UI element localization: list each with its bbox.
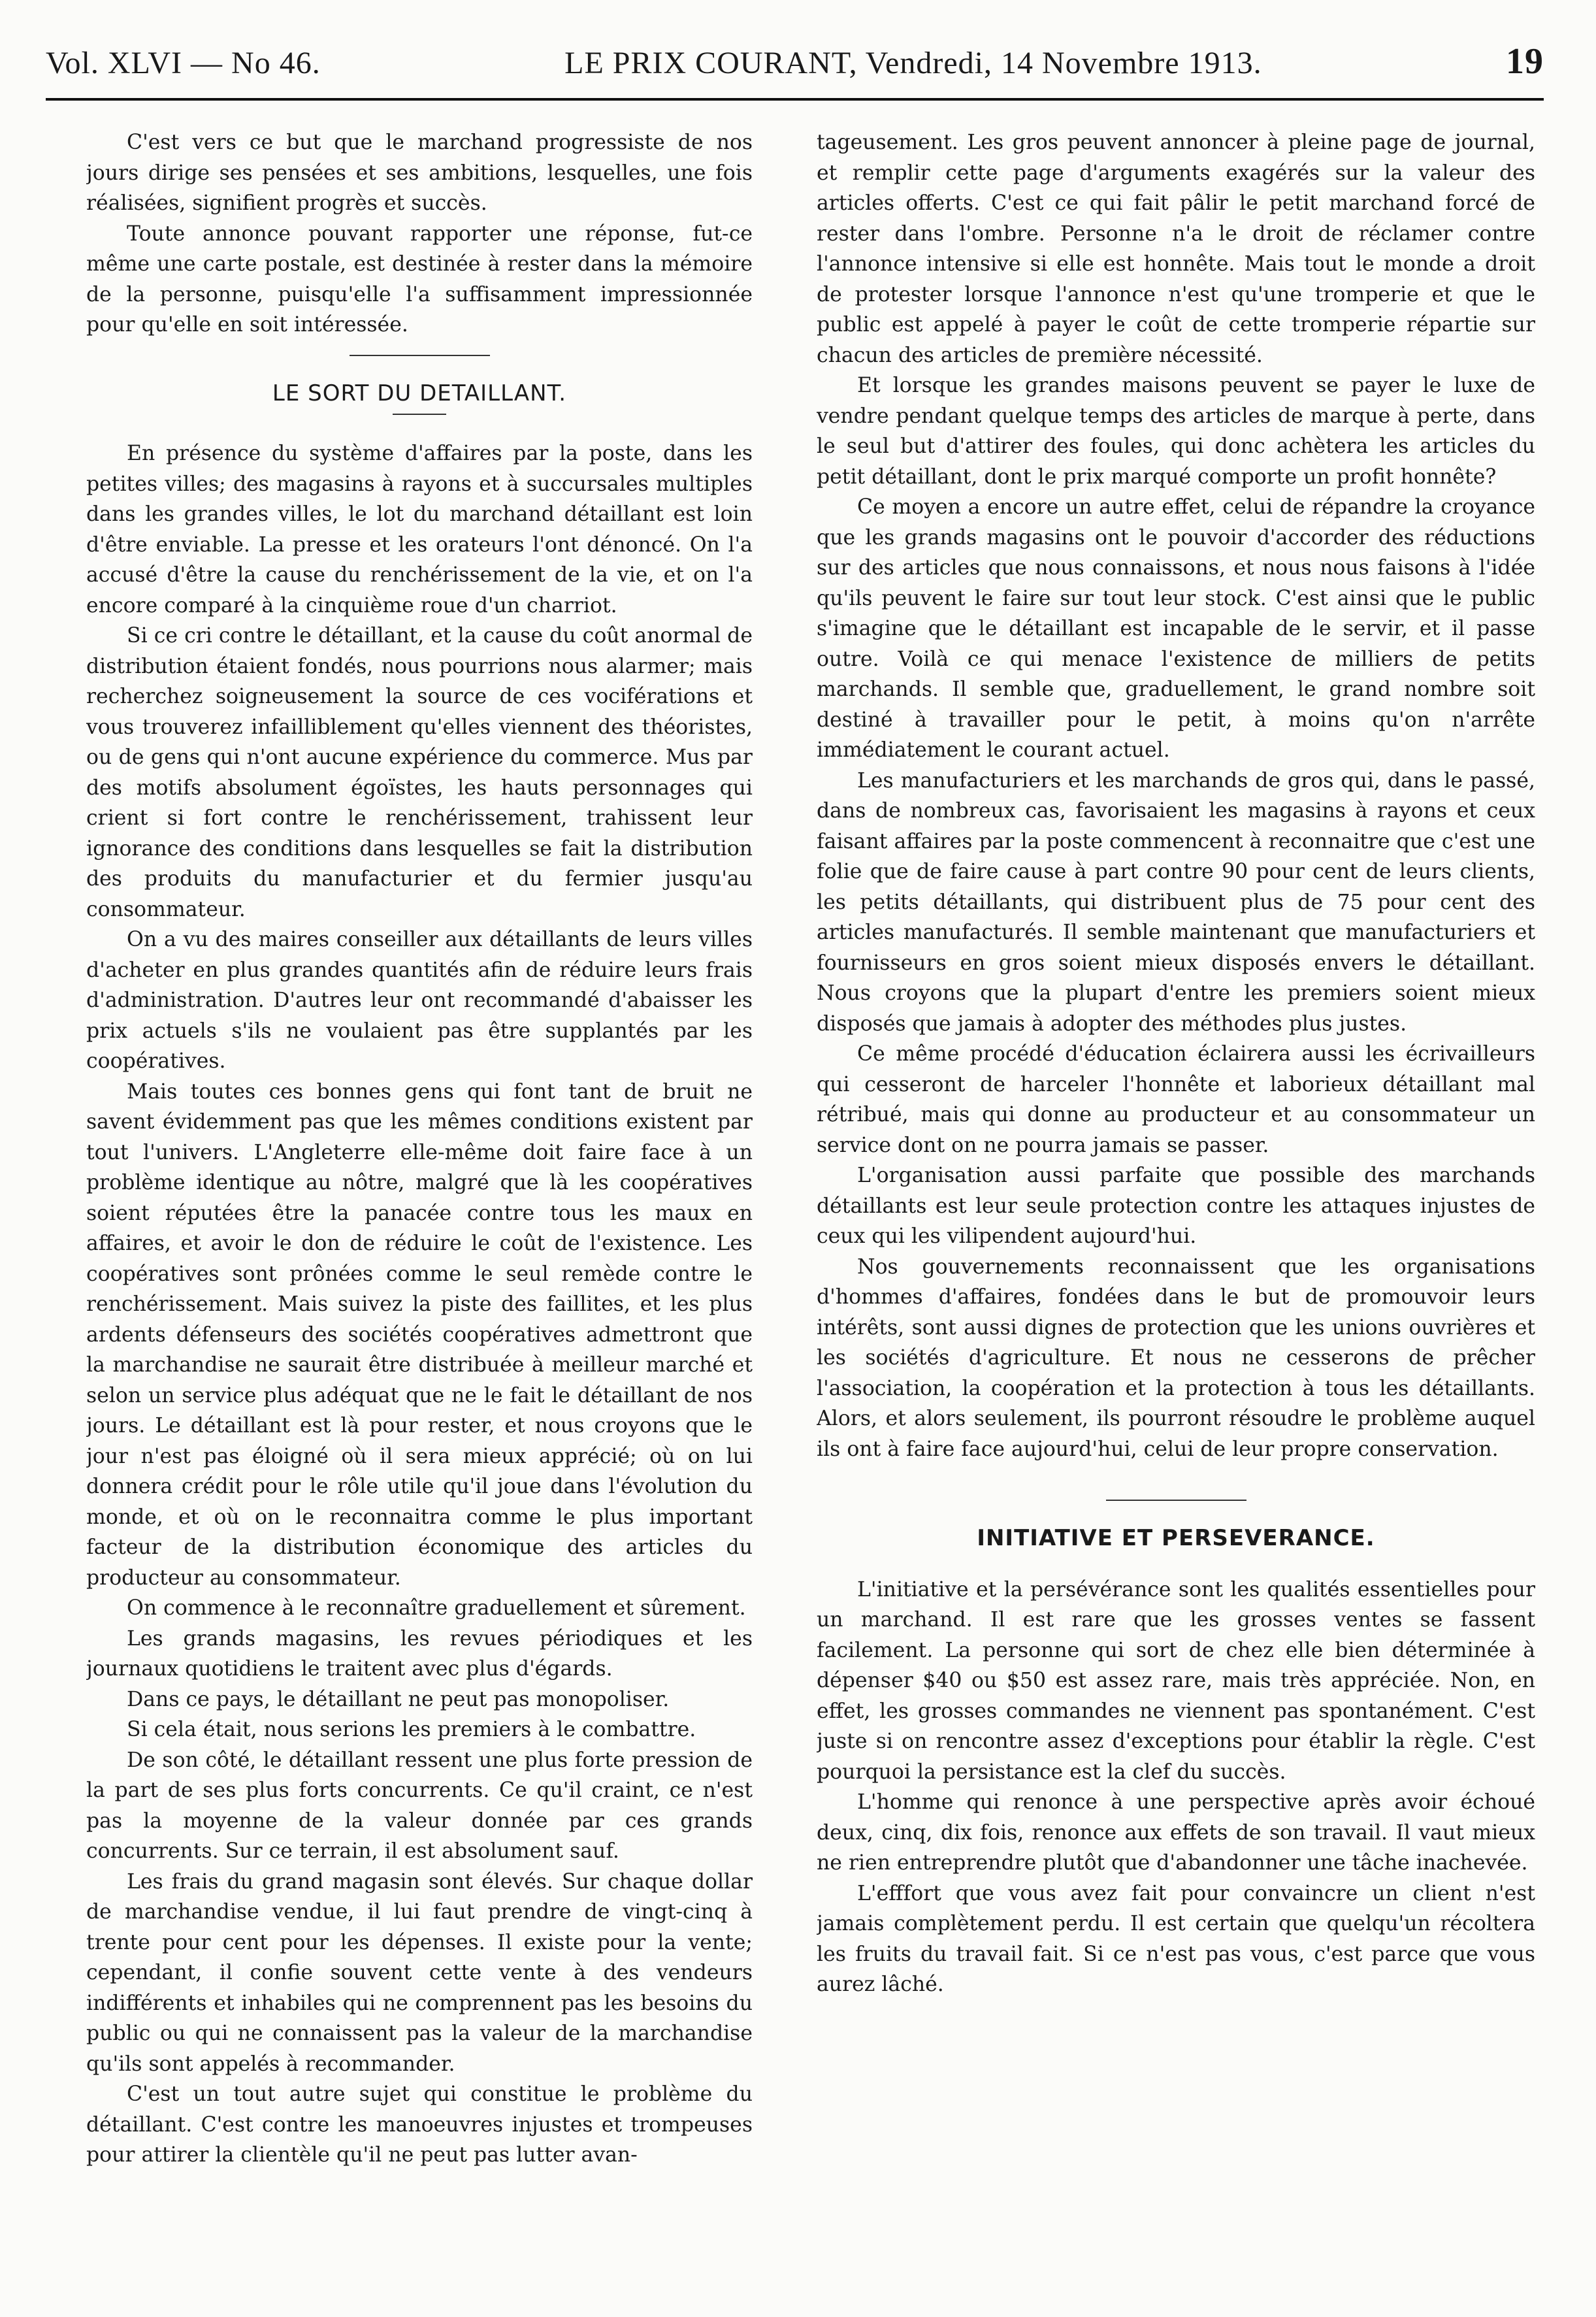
paragraph: L'initiative et la persévérance sont les qualités essentielles pour un marchand. Il est rare que les grosses ventes se fassent facilement. La personne qui sort de chez elle bien déterminée à dépenser $40 ou $50 est assez rare, mais très appréciée. Non, en effet, les grosses commandes ne viennent pas spontanément. C'est juste si on rencontre assez d'exceptions pour établir la règle. C'est pourquoi la persistance est la clef du succès. — [817, 1577, 1535, 1784]
paragraph: Toute annonce pouvant rapporter une réponse, fut-ce même une carte postale, est destinée à rester dans la mémoire de la personne, puisqu'elle l'a suffisamment impressionnée pour qu'elle en soit intéressée. — [86, 222, 753, 337]
paragraph: En présence du système d'affaires par la poste, dans les petites villes; des magasins à rayons et à succursales multiples dans les grandes villes, le lot du marchand détaillant est loin d'être enviable. La presse et les orateurs l'ont dénoncé. On l'a accusé d'être la cause du renchérissement de la vie, et on l'a encore comparé à la cinquième roue d'un charriot. — [86, 442, 753, 617]
page-header — [46, 41, 1544, 106]
paragraph: De son côté, le détaillant ressent une plus forte pression de la part de ses plus forts concurrents. Ce qu'il craint, ce n'est pas la moyenne de la valeur donnée par ces grands concurrents. Sur ce terrain, il est absolument sauf. — [86, 1748, 753, 1863]
paragraph: L'efffort que vous avez fait pour convaincre un client n'est jamais complètement perdu. Il est certain que quelqu'un récoltera les fruits du travail fait. Si ce n'est pas vous, c'est parce que vous aurez lâché. — [817, 1881, 1535, 1996]
paragraph: Et lorsque les grandes maisons peuvent se payer le luxe de vendre pendant quelque temps des articles de marque à perte, dans le seul but d'attirer des foules, qui donc achètera les articles du petit détaillant, dont le prix marqué comporte un profit honnête? — [817, 374, 1535, 489]
paragraph: Les grands magasins, les revues périodiques et les journaux quotidiens le traitent avec plus d'égards. — [86, 1626, 753, 1681]
paragraph: Mais toutes ces bonnes gens qui font tant de bruit ne savent évidemment pas que les mêmes conditions existent par tout l'univers. L'Angleterre elle-même doit faire face à un problème identique au nôtre, malgré que là les coopératives soient réputées être la panacée contre tous les maux en affaires, et avoir le don de réduire le coût de l'existence. Les coopératives sont prônées comme le seul remède contre le renchérissement. Mais suivez la piste des faillites, et les plus ardents défenseurs des sociétés coopératives admettront que la marchandise ne saurait être distribuée à meilleur marché et selon un service plus adéquat que ne le fait le détaillant de nos jours. Le détaillant est là pour rester, et nous croyons que le jour n'est pas éloigné où il sera mieux apprécié; où on lui donnera crédit pour le rôle utile qu'il joue dans l'évolution du monde, et où on le reconnaitra comme le plus important facteur de la distribution économique des articles du producteur au consommateur. — [86, 1079, 753, 1590]
paragraph: Ce même procédé d'éducation éclairera aussi les écrivailleurs qui cesseront de harceler l'honnête et laborieux détaillant mal rétribué, mais qui donne au producteur et au consommateur un service dont on ne pourra jamais se passer. — [817, 1042, 1535, 1157]
page-number: 19 — [1506, 41, 1544, 82]
paragraph: Dans ce pays, le détaillant ne peut pas monopoliser. — [127, 1687, 670, 1711]
section-title: LE SORT DU DETAILLANT. — [272, 380, 567, 406]
left-column — [86, 127, 753, 2297]
paragraph: Les frais du grand magasin sont élevés. Sur chaque dollar de marchandise vendue, il lui faut prendre de vingt-cinq à trente pour cent pour les dépenses. Il existe pour la vente; cependant, il confie souvent cette vente à des vendeurs indifférents et inhabiles qui ne comprennent pas les besoins du public ou qui ne connaissent pas la valeur de la marchandise qu'ils sont appelés à recommander. — [86, 1869, 753, 2076]
section-divider — [1106, 1500, 1246, 1501]
paragraph: Les manufacturiers et les marchands de gros qui, dans le passé, dans de nombreux cas, favorisaient les magasins à rayons et ceux faisant affaires par la poste commencent à reconnaitre que c'est une folie que de faire cause à part contre 90 pour cent de leurs clients, les petits détaillants, qui distribuent plus de 75 pour cent des articles manufacturés. Il semble maintenant que manufacturiers et fournisseurs en gros soient mieux disposés envers le détaillant. Nous croyons que la plupart d'entre les premiers soient mieux disposés que jamais à adopter des méthodes plus justes. — [817, 768, 1535, 1036]
paragraph: On a vu des maires conseiller aux détaillants de leurs villes d'acheter en plus grandes quantités afin de réduire leurs frais d'administration. D'autres leur ont recommandé d'abaisser les prix actuels s'ils ne voulaient pas être supplantés par les coopératives. — [86, 928, 753, 1073]
paragraph: tageusement. Les gros peuvent annoncer à pleine page de journal, et remplir cette page d'arguments exagérés sur la valeur des articles offerts. C'est ce qui fait pâlir le petit marchand forcé de rester dans l'ombre. Personne n'a le droit de réclamer contre l'annonce intensive si elle est honnête. Mais tout le monde a droit de protester lorsque l'annonce n'est qu'une tromperie et que le public est appelé à payer le coût de cette tromperie répartie sur chacun des articles de première nécessité. — [817, 131, 1535, 367]
paragraph: C'est vers ce but que le marchand progressiste de nos jours dirige ses pensées et ses ambitions, lesquelles, une fois réalisées, signifient progrès et succès. — [86, 131, 753, 215]
paragraph: Si cela était, nous serions les premiers à le combattre. — [127, 1718, 696, 1741]
volume-number: Vol. XLVI — No 46. — [46, 46, 321, 80]
paragraph: On commence à le reconnaître graduellement et sûrement. — [127, 1596, 746, 1620]
section-title: INITIATIVE ET PERSEVERANCE. — [977, 1525, 1375, 1551]
right-column — [817, 127, 1535, 2297]
paragraph: Si ce cri contre le détaillant, et la cause du coût anormal de distribution étaient fondés, nous pourrions nous alarmer; mais recherchez soigneusement la source de ces vociférations et vous trouverez infailliblement qu'elles viennent des théoristes, ou de gens qui n'ont aucune expérience du commerce. Mus par des motifs absolument égoïstes, les hauts personnages qui crient si fort contre le renchérissement, trahissent leur ignorance des conditions dans lesquelles se fait la distribution des produits du manufacturier et du fermier jusqu'au consommateur. — [86, 624, 753, 921]
section-divider — [350, 355, 490, 356]
masthead: LE PRIX COURANT, Vendredi, 14 Novembre 1913. — [564, 46, 1262, 80]
paragraph: L'organisation aussi parfaite que possible des marchands détaillants est leur seule protection contre les attaques injustes de ceux qui les vilipendent aujourd'hui. — [817, 1164, 1535, 1248]
paragraph: C'est un tout autre sujet qui constitue le problème du détaillant. C'est contre les manoeuvres injustes et trompeuses pour attirer la clientèle qu'il ne peut pas lutter avan- — [86, 2082, 753, 2167]
title-rule — [393, 414, 446, 415]
paragraph: Ce moyen a encore un autre effet, celui de répandre la croyance que les grands magasins ont le pouvoir d'accorder des réductions sur des articles que nous connaissons, et nous nous faisons à l'idée qu'ils peuvent le faire sur tout leur stock. C'est ainsi que le public s'imagine que le détaillant est incapable de le servir, et il passe outre. Voilà ce qui menace l'existence de milliers de petits marchands. Il semble que, graduellement, le grand nombre soit destiné à travailler pour le petit, à moins qu'on n'arrête immédiatement le courant actuel. — [817, 495, 1535, 762]
header-rule — [46, 98, 1544, 101]
paragraph: Nos gouvernements reconnaissent que les organisations d'hommes d'affaires, fondées dans le but de promouvoir leurs intérêts, sont aussi dignes de protection que les unions ouvrières et les sociétés d'agriculture. Et nous ne cesserons de prêcher l'association, la coopération et la protection à tous les détaillants. Alors, et alors seulement, ils pourront résoudre le problème auquel ils ont à faire face aujourd'hui, celui de leur propre conservation. — [817, 1255, 1535, 1461]
paragraph: L'homme qui renonce à une perspective après avoir échoué deux, cinq, dix fois, renonce aux effets de son travail. Il vaut mieux ne rien entreprendre plutôt que d'abandonner une tâche inachevée. — [817, 1790, 1535, 1875]
